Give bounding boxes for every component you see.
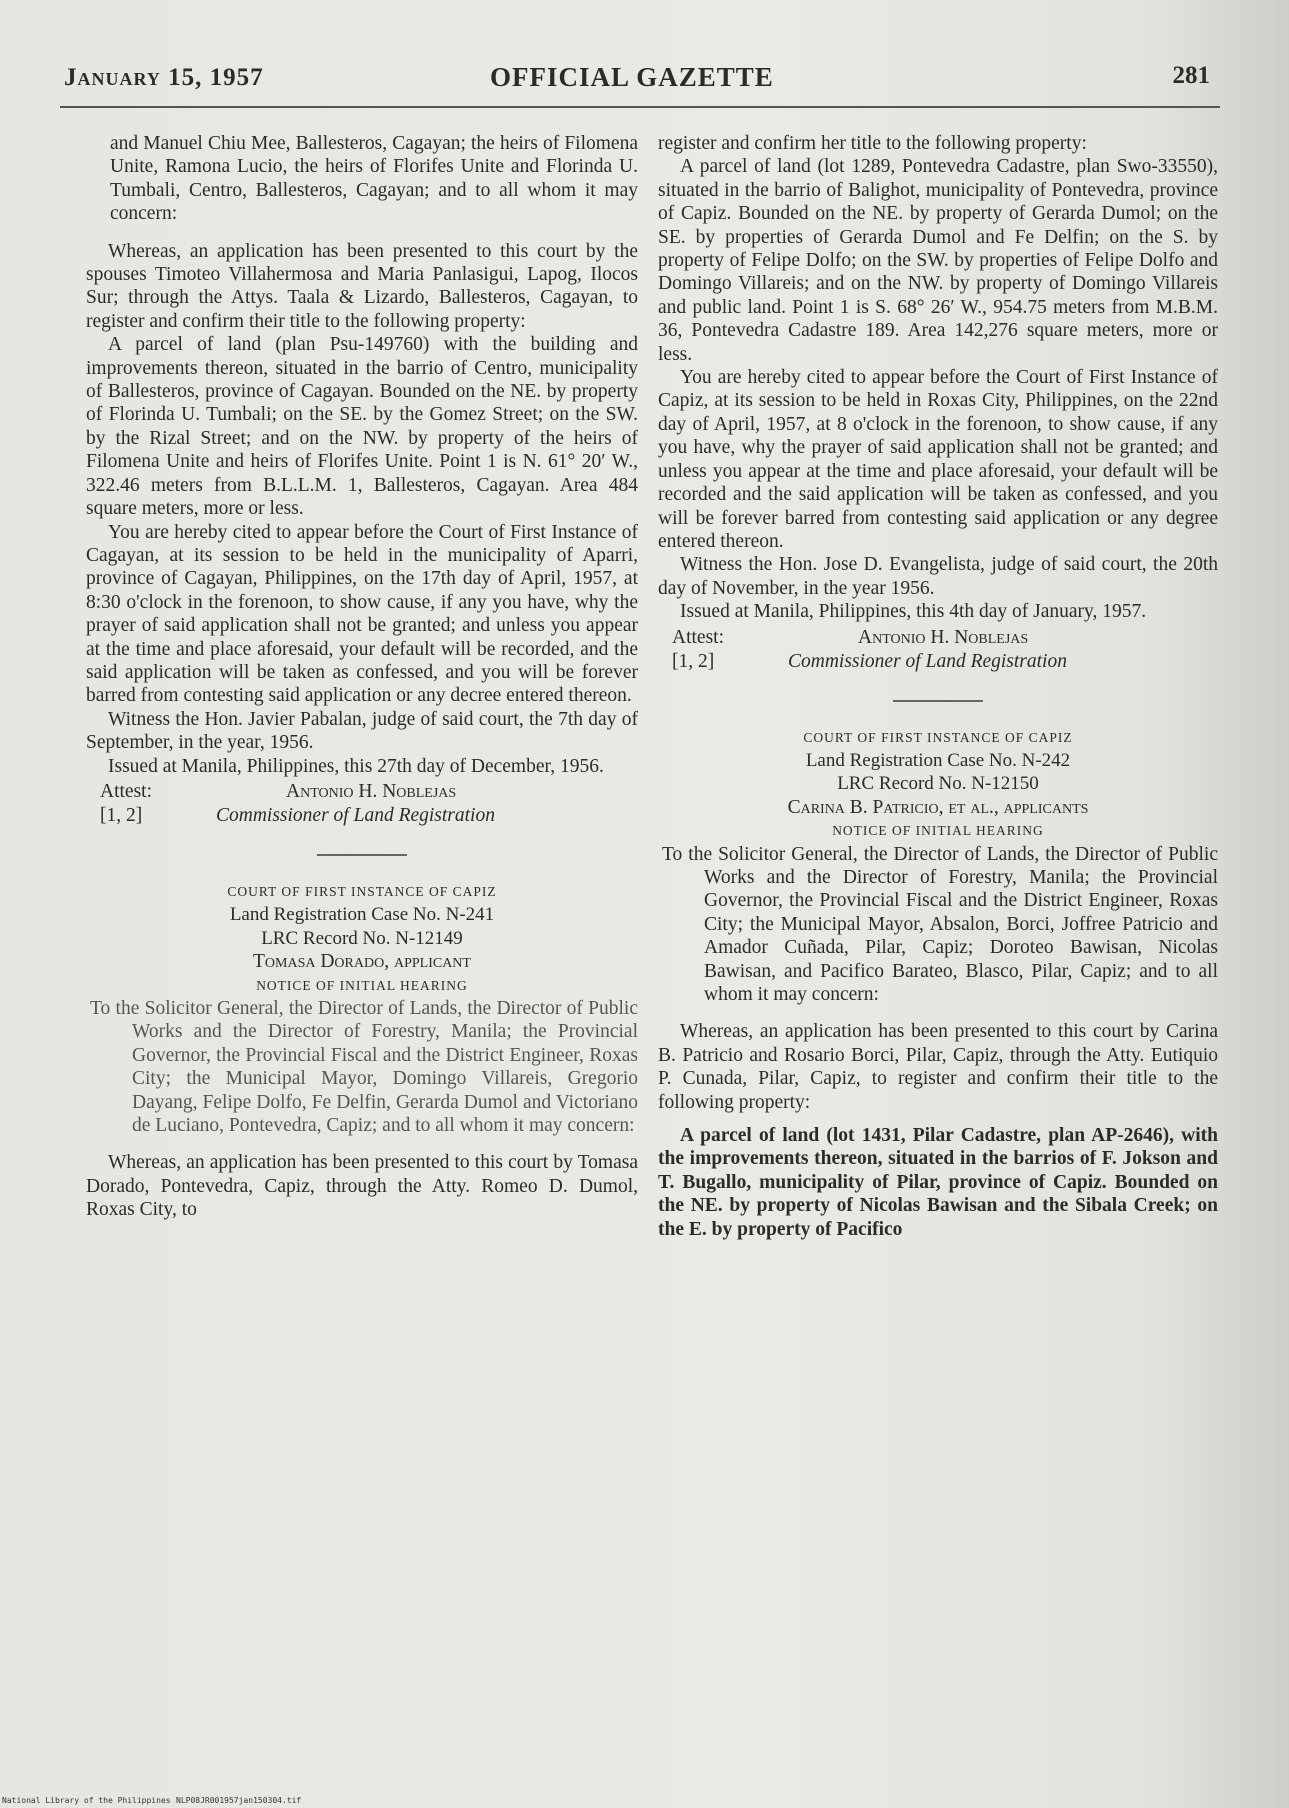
right-notice-heading: NOTICE OF INITIAL HEARING [832, 823, 1044, 839]
attest-label: Attest: [672, 626, 724, 648]
page-header [64, 60, 1210, 100]
attest-name: Antonio H. Noblejas [286, 780, 457, 802]
publication-title: OFFICIAL GAZETTE [490, 62, 774, 92]
left-applicant: Tomasa Dorado, applicant [253, 951, 471, 973]
left-lrc-record: LRC Record No. N-12149 [261, 927, 463, 949]
section-divider [893, 700, 983, 702]
attest-ref: [1, 2] [672, 650, 715, 672]
right-parcel: A parcel of land (lot 1289, Pontevedra Cadastre, plan Swo-33550), situated in the barrio of Balighot, municipality of Pontevedra, province of Capiz. Bounded on the NE. by property of Gerarda Dumol; on the SE. by properties of Gerarda Dumol and Fe Delfin; on the S. by property of Felipe Dolfo; on the SW. by properties of Felipe Dolfo and Domingo Villareis; and on the NW. by property of Domingo Villareis and public land. Point 1 is S. 68° 26′ W., 954.75 meters from M.B.M. 36, Pontevedra Cadastre 189. Area 142,276 square meters, more or less. [658, 156, 1218, 365]
left-to-addressees: To the Solicitor General, the Director of Lands, the Director of Public Works and the Director of Forestry, Manila; the Provincial Governor, the Provincial Fiscal and the District Engineer, Roxas City; the Municipal Mayor, Domingo Villareis, Gregorio Dayang, Felipe Dolfo, Fe Delfin, Gerarda Dumol and Victoriano de Luciano, Pontevedra, Capiz; and to all whom it may concern: [90, 998, 638, 1137]
right-attest-block [658, 626, 1218, 676]
attest-name: Antonio H. Noblejas [858, 626, 1029, 648]
section-divider [317, 854, 407, 856]
page-number: 281 [1172, 62, 1210, 89]
left-witness: Witness the Hon. Javier Pabalan, judge of said court, the 7th day of September, in the year, 1956. [86, 708, 638, 754]
header-date: January 15, 1957 [64, 64, 264, 91]
right-issued: Issued at Manila, Philippines, this 4th day of January, 1957. [680, 601, 1147, 623]
right-whereas: Whereas, an application has been presented to this court by Carina B. Patricio and Rosario Borci, Pilar, Capiz, through the Atty. Eutiquio P. Cunada, Pilar, Capiz, to register and confirm their title to the following property: [658, 1021, 1218, 1113]
right-witness: Witness the Hon. Jose D. Evangelista, judge of said court, the 20th day of November, in the year 1956. [658, 554, 1218, 599]
left-column [86, 132, 638, 1222]
right-parcel-2: A parcel of land (lot 1431, Pilar Cadastre, plan AP-2646), with the improvements thereon, situated in the barrios of F. Jokson and T. Bugallo, municipality of Pilar, province of Capiz. Bounded on the NE. by property of Nicolas Bawisan and the Sibala Creek; on the E. by property of Pacifico [658, 1125, 1218, 1240]
header-rule [60, 106, 1220, 108]
footer-library: National Library of the Philippines [2, 1796, 171, 1805]
attest-role: Commissioner of Land Registration [216, 804, 495, 826]
right-cited: You are hereby cited to appear before the Court of First Instance of Capiz, at its session to be held in Roxas City, Philippines, on the 22nd day of April, 1957, at 8 o'clock in the forenoon, to show cause, if any you have, why the prayer of said application shall not be granted; and unless you appear at the time and place aforesaid, your default will be recorded and the said application will be taken as confessed, and you will be forever barred from contesting said application or any degree entered thereon. [658, 367, 1218, 552]
right-continuation: register and confirm her title to the following property: [658, 133, 1087, 154]
left-whereas: Whereas, an application has been presented to this court by the spouses Timoteo Villahermosa and Maria Panlasigui, Lapog, Ilocos Sur; through the Attys. Taala & Lizardo, Ballesteros, Cagayan, to register and confirm their title to the following property: [86, 240, 638, 332]
left-attest-block [86, 780, 638, 830]
footer-filename: NLP08JR001957jan150304.tif [176, 1796, 302, 1805]
attest-role: Commissioner of Land Registration [788, 650, 1067, 672]
left-parcel: A parcel of land (plan Psu-149760) with the building and improvements thereon, situated in the barrio of Centro, municipality of Ballesteros, province of Cagayan. Bounded on the NE. by property of Florinda U. Tumbali; on the SE. by the Gomez Street; on the SW. by the Rizal Street; and on the NW. by property of the heirs of Filomena Unite and heirs of Florifes Unite. Point 1 is N. 61° 20′ W., 322.46 meters from B.L.L.M. 1, Ballesteros, Cagayan. Area 484 square meters, more or less. [86, 334, 638, 520]
right-applicant: Carina B. Patricio, et al., applicants [787, 796, 1089, 818]
attest-ref: [1, 2] [100, 804, 143, 826]
right-case-number: Land Registration Case No. N-242 [805, 749, 1071, 771]
right-lrc-record: LRC Record No. N-12150 [837, 773, 1039, 795]
left-cited: You are hereby cited to appear before the Court of First Instance of Cagayan, at its session to be held in the municipality of Aparri, province of Cagayan, Philippines, on the 17th day of April, 1957, at 8:30 o'clock in the forenoon, to show cause, if any you have, why the prayer of said application shall not be granted; and unless you appear at the time and place aforesaid, your default will be recorded, and the said application will be taken as confessed, and you will be forever barred from contesting said application or any decree entered thereon. [86, 521, 638, 707]
attest-label: Attest: [100, 780, 152, 802]
left-whereas-2: Whereas, an application has been presented to this court by Tomasa Dorado, Pontevedra, Capiz, through the Atty. Romeo D. Dumol, Roxas City, to [86, 1152, 638, 1221]
left-court-heading: COURT OF FIRST INSTANCE OF CAPIZ [227, 883, 497, 899]
right-court-heading: COURT OF FIRST INSTANCE OF CAPIZ [803, 729, 1073, 745]
left-issued: Issued at Manila, Philippines, this 27th day of December, 1956. [108, 755, 604, 777]
left-notice-heading: NOTICE OF INITIAL HEARING [256, 977, 468, 993]
left-intro-addressees: and Manuel Chiu Mee, Ballesteros, Cagayan; the heirs of Filomena Unite, Ramona Lucio, the heirs of Florifes Unite and Florinda U. Tumbali, Centro, Ballesteros, Cagayan; and to all whom it may concern: [110, 133, 638, 225]
right-to-addressees: To the Solicitor General, the Director of Lands, the Director of Public Works and the Director of Forestry, Manila; the Provincial Governor, the Provincial Fiscal and the District Engineer, Roxas City; the Municipal Mayor, Absalon, Borci, Joffree Patricio and Amador Cuñada, Pilar, Capiz; Doroteo Bawisan, Nicolas Bawisan, and Pacifico Barateo, Blasco, Pilar, Capiz; and to all whom it may concern: [662, 843, 1218, 1005]
right-column [658, 132, 1218, 1241]
left-case-number: Land Registration Case No. N-241 [229, 904, 495, 926]
